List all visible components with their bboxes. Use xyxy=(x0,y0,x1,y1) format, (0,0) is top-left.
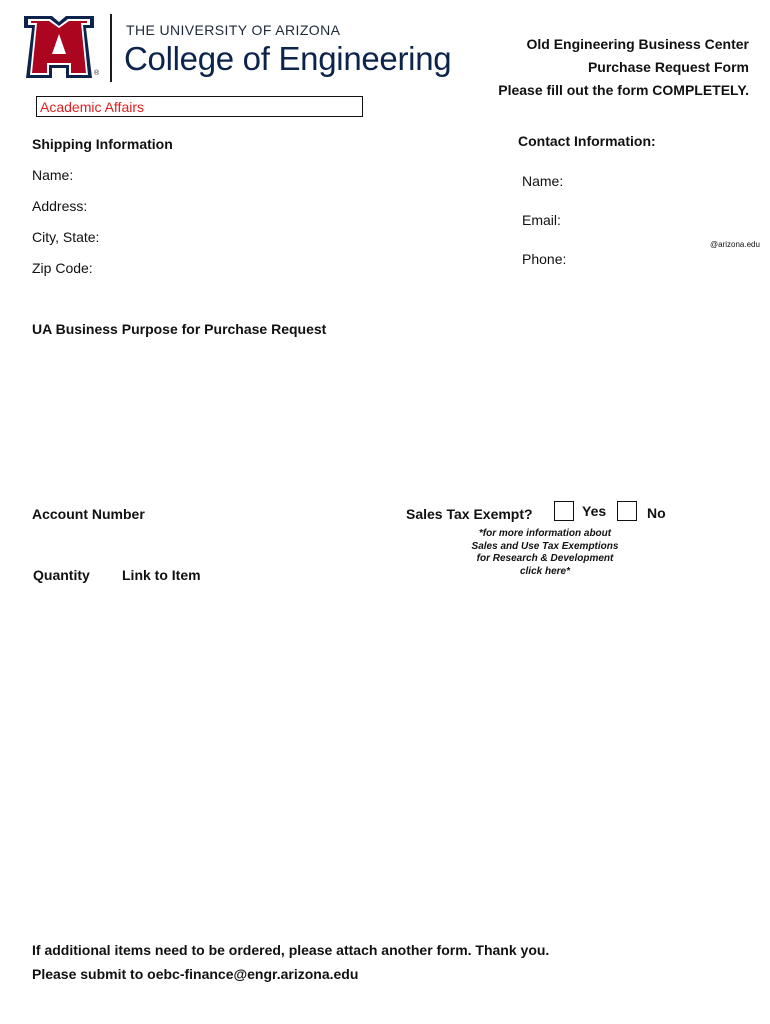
contact-email-label: Email: xyxy=(522,212,561,228)
university-block-a-logo xyxy=(22,14,96,80)
tax-exempt-no-label: No xyxy=(647,505,666,521)
footer-submit-instruction: Please submit to oebc-finance@engr.arizona.edu xyxy=(32,966,359,982)
contact-phone-label: Phone: xyxy=(522,251,567,267)
tax-note-line: for Research & Development xyxy=(476,553,614,564)
form-name: Purchase Request Form xyxy=(587,59,749,75)
footer-additional-items-note: If additional items need to be ordered, please attach another form. Thank you. xyxy=(32,942,550,958)
shipping-address-label: Address: xyxy=(32,198,88,214)
registered-mark: ® xyxy=(94,70,100,77)
tax-note-line: click here* xyxy=(519,565,571,577)
tax-exemption-info-link[interactable] xyxy=(440,528,650,578)
email-domain-suffix: @arizona.edu xyxy=(710,240,760,249)
logo-divider xyxy=(110,14,112,82)
department-field[interactable]: Academic Affairs xyxy=(36,96,363,117)
college-name: College of Engineering xyxy=(124,40,452,77)
shipping-zip-label: Zip Code: xyxy=(32,260,93,276)
tax-exempt-yes-checkbox[interactable] xyxy=(554,501,574,521)
quantity-column-label: Quantity xyxy=(33,567,90,583)
tax-exempt-no-checkbox[interactable] xyxy=(617,501,637,521)
shipping-name-label: Name: xyxy=(32,167,74,183)
sales-tax-exempt-label: Sales Tax Exempt? xyxy=(406,506,533,522)
contact-name-label: Name: xyxy=(522,173,564,189)
business-purpose-title: UA Business Purpose for Purchase Request xyxy=(32,321,327,337)
link-to-item-column-label: Link to Item xyxy=(122,567,201,583)
tax-note-line: Sales and Use Tax Exemptions xyxy=(471,540,619,552)
shipping-city-state-label: City, State: xyxy=(32,229,100,245)
shipping-section-title: Shipping Information xyxy=(32,136,173,152)
center-name: Old Engineering Business Center xyxy=(526,36,749,52)
tax-note-line: *for more information about xyxy=(478,528,612,539)
account-number-label: Account Number xyxy=(32,506,145,522)
university-name: THE UNIVERSITY OF ARIZONA xyxy=(126,22,341,38)
form-instruction: Please fill out the form COMPLETELY. xyxy=(498,82,749,98)
tax-exempt-yes-label: Yes xyxy=(582,503,607,519)
contact-section-title: Contact Information: xyxy=(518,133,656,149)
